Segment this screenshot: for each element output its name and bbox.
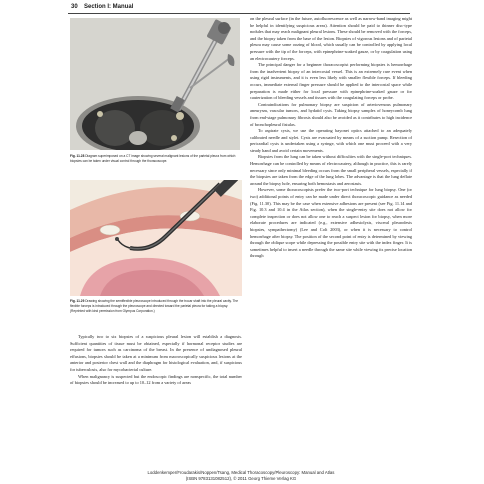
- right-column-text: [250, 16, 412, 260]
- figure-caption-1: [70, 154, 242, 164]
- figure-pleuroscope: [70, 180, 242, 296]
- figure-caption-text-1: Diagram superimposed on a CT image showing several malignant lesions of the parietal pleura from which biopsies can be taken under visual control through the thoracoscope.: [70, 154, 236, 163]
- ct-thoracoscope-illustration: [70, 18, 240, 150]
- footer-copyright: (ISBN 9783131082512), © 2011 Georg Thieme Verlag KG: [185, 476, 297, 481]
- body-paragraph: The principal danger for a beginner thoracoscopist performing biopsies is hemorrhage from the inadvertent biopsy of an intercostal vessel. This is an extremely rare event when using rigid instruments, and it is even less likely with smaller flexible forceps. If bleeding occurs, immediate external finger pressure should be applied to the intercostal space while preparation is made either for local pressure with epinephrine-soaked gauze or for cauterization of bleeding vessels and tissues with the coagulating forceps or probe.: [250, 62, 412, 101]
- figure-label-2: Fig. 11.29: [70, 299, 85, 303]
- footer-citation: Loddenkemper/Froudarakis/Noppen/Tsang, Medical Thoracoscopy/Pleuroscopy: Manual and Atlas: [147, 470, 335, 475]
- body-paragraph: Typically two to six biopsies of a suspicious pleural lesion will establish a diagnosis. Sufficient quantities of tissue must be obtained, especially if hormonal receptor studies are required for tumors such as carcinoma of the breast. In the presence of undiagnosed pleural effusions, biopsies should be taken at a minimum from macroscopically suspicious lesions at the anterior and posterior chest wall and the diaphragm for histological evaluation, and, if suspicious for tuberculosis, also for mycobacterial culture.: [70, 334, 242, 372]
- header-rule: [68, 13, 410, 14]
- body-paragraph: on the pleural surface (in the future, autofluorescence as well as narrow-band imaging might be helpful in identifying suspicious areas). Attention should be paid to thinner disc-type nodules that may reach malignant pleural lesions. These should be removed with the forceps, and the biopsy taken from the base of the lesion. Biopsies of vigorous lesions and of parietal pleura may cause some oozing of blood, which usually can be controlled by applying local pressure with the tip of the forceps, with epinephrine-soaked gauze, or by coagulation using an electrocautery forceps.: [250, 16, 412, 61]
- body-paragraph: Contraindications for pulmonary biopsy are suspicion of arteriovenous pulmonary aneurysm, vascular tumors, and hydatid cysts. Taking biopsy samples of honeycomb lung from end-stage pulmonary fibrosis should also be avoided as it contributes to high incidence of bronchopleural fistulas.: [250, 101, 412, 127]
- page-footer: [68, 470, 414, 482]
- body-paragraph: When malignancy is suspected but the endoscopic findings are nonspecific, the total number of biopsies should be increased to up to 10–12 from a variety of areas: [70, 373, 242, 386]
- figure-caption-2: [70, 299, 242, 314]
- figure-label-1: Fig. 11.28: [70, 154, 85, 158]
- figure-caption-text-2: Drawing showing the semiflexible pleuroscope introduced through the trocar shaft into the pleural cavity. The flexible forceps is introduced through the pleuroscope and directed toward the parietal pleura for taking a biopsy. (Reprinted with kind permission from Olympus Corporation.): [70, 299, 239, 313]
- body-paragraph: Biopsies from the lung can be taken without difficulties with the single-port techniques. Hemorrhage can be controlled by means of electrocautery, although in practice, this is rarely necessary since only minimal bleeding occurs from the small peripheral vessels, especially if the biopsies are taken from the edge of the lung lobes. The advantage is that the lung deflate around the biopsy hole, ensuring both hemostasis and aerostasis.: [250, 154, 412, 186]
- pleuroscope-illustration: [70, 180, 242, 296]
- figure-ct-thoracoscope: [70, 18, 240, 150]
- left-column-text: [70, 334, 242, 387]
- page-number: 30: [71, 4, 78, 10]
- running-header: Section I: Manual: [84, 4, 134, 10]
- body-paragraph: To aspirate cysts, we use the operating bayonet optics attached to an adequately calibrated needle and stylet. Cysts are evacuated by means of a suction pump. Resection of pericardial cysts is undertaken using a syringe, with which one must proceed with a very steady hand and avoid certain movements.: [250, 128, 412, 153]
- body-paragraph: However, some thoracoscopists prefer the two-port technique for lung biopsy. One (or two) additional points of entry can be made under direct thoracoscopic guidance as needed (Fig. 11.30). This may be the case when extensive adhesions are present (see Fig. 11.14 and Fig. 10.3 and 10.4 in the Atlas section), when the single-entry site does not allow for complete inspection or does not allow one to reach a suspect lesion for biopsy, when more elaborate procedures are indicated (e.g., extensive adhesiolysis, visceral pleurodesis biopsies, sympathectomy) (Lee and Colt 2003), or when it is necessary to control hemorrhage after biopsy. The position of the second point of entry is determined by viewing through the oblique scope while depressing the possible entry site with the index finger. It is sometimes helpful to insert a needle through the same site while viewing its precise location through: [250, 187, 412, 259]
